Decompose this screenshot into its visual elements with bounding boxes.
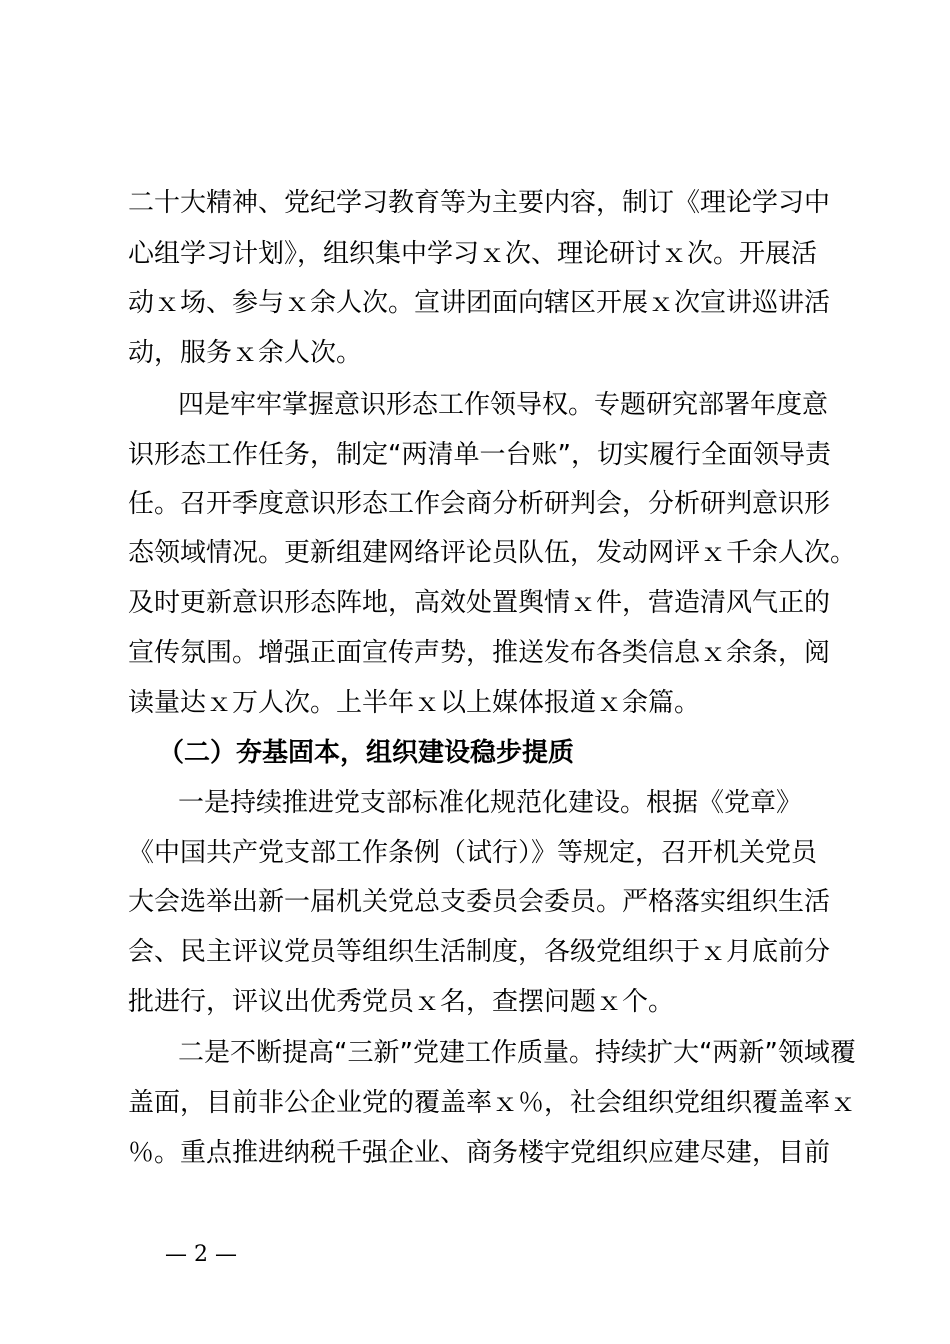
body-text-line: 批进行，评议出优秀党员ｘ名，查摆问题ｘ个。 xyxy=(128,987,675,1017)
body-text-line: ％。重点推进纳税千强企业、商务楼宇党组织应建尽建，目前 xyxy=(128,1138,831,1168)
body-text-line: 大会选举出新一届机关党总支委员会委员。严格落实组织生活 xyxy=(128,887,831,917)
body-text-line: 任。召开季度意识形态工作会商分析研判会，分析研判意识形 xyxy=(128,489,831,519)
body-text-line: 动，服务ｘ余人次。 xyxy=(128,338,363,368)
body-text-line: 态领域情况。更新组建网络评论员队伍，发动网评ｘ千余人次。 xyxy=(128,538,857,568)
body-text-line: 及时更新意识形态阵地，高效处置舆情ｘ件，营造清风气正的 xyxy=(128,588,831,618)
paragraph-first-line: 一是持续推进党支部标准化规范化建设。根据《党章》 xyxy=(178,788,803,818)
body-text-line: 盖面，目前非公企业党的覆盖率ｘ％，社会组织党组织覆盖率ｘ xyxy=(128,1088,857,1118)
body-text-line: 宣传氛围。增强正面宣传声势，推送发布各类信息ｘ余条，阅 xyxy=(128,638,831,668)
section-heading: （二）夯基固本，组织建设稳步提质 xyxy=(158,738,575,768)
body-text-line: 心组学习计划》，组织集中学习ｘ次、理论研讨ｘ次。开展活 xyxy=(128,239,818,269)
paragraph-first-line: 二是不断提高“三新”党建工作质量。持续扩大“两新”领域覆 xyxy=(178,1038,856,1068)
body-text-line: 二十大精神、党纪学习教育等为主要内容，制订《理论学习中 xyxy=(128,188,831,218)
body-text-line: 动ｘ场、参与ｘ余人次。宣讲团面向辖区开展ｘ次宣讲巡讲活 xyxy=(128,288,831,318)
body-text-line: 读量达ｘ万人次。上半年ｘ以上媒体报道ｘ余篇。 xyxy=(128,688,701,718)
paragraph-first-line: 四是牢牢掌握意识形态工作领导权。专题研究部署年度意 xyxy=(178,390,829,420)
page-number: — 2 — xyxy=(165,1242,237,1267)
body-text-line: 《中国共产党支部工作条例（试行）》等规定，召开机关党员 xyxy=(128,838,818,868)
body-text-line: 会、民主评议党员等组织生活制度，各级党组织于ｘ月底前分 xyxy=(128,937,831,967)
body-text-line: 识形态工作任务，制定“两清单一台账”，切实履行全面领导责 xyxy=(128,440,831,470)
